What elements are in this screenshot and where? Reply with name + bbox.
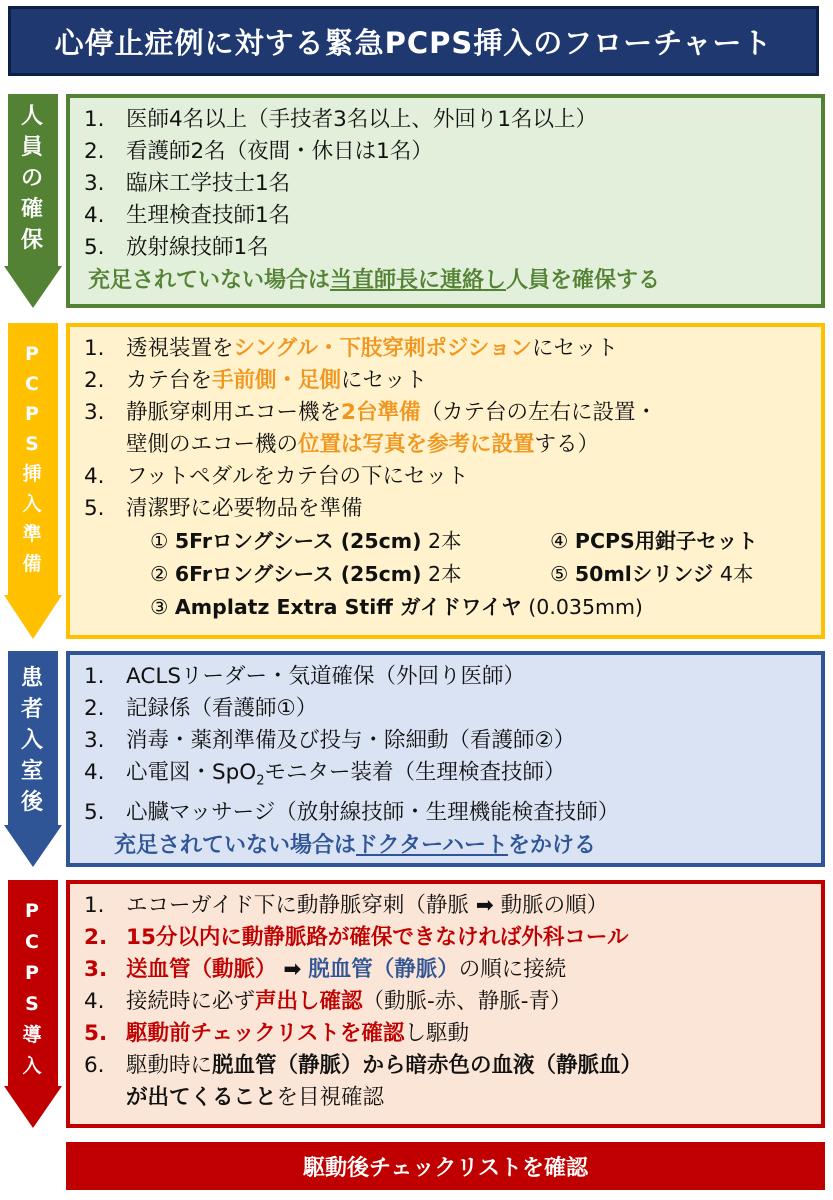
list-item: 2. 看護師2名（夜間・休日は1名） bbox=[84, 139, 433, 164]
list-item: 1. エコーガイド下に動静脈穿刺（静脈 ➡ 動脈の順） bbox=[84, 893, 609, 918]
section-box-introduction bbox=[66, 880, 825, 1128]
list-item: 3. 送血管（動脈） ➡ 脱血管（静脈）の順に接続 bbox=[84, 957, 567, 982]
list-item-continued: が出てくることを目視確認 bbox=[126, 1085, 385, 1110]
supply-row: ② 6Frロングシース (25cm) 2本 ⑤ 50mlシリンジ 4本 bbox=[150, 562, 754, 586]
section-label-after-entry: 患 者 入 室 後 bbox=[20, 666, 43, 815]
section-label-staffing: 人 員 の 確 保 bbox=[20, 104, 43, 253]
list-item: 4. フットペダルをカテ台の下にセット bbox=[84, 464, 469, 489]
list-item: 5. 駆動前チェックリストを確認し駆動 bbox=[84, 1021, 469, 1046]
supply-row: ③ Amplatz Extra Stiff ガイドワイヤ (0.035mm) bbox=[150, 595, 643, 619]
list-item: 4. 生理検査技師1名 bbox=[84, 203, 291, 228]
list-item: 1. ACLSリーダー・気道確保（外回り医師） bbox=[84, 664, 525, 689]
list-item: 4. 心電図・SpO$_2$モニター装着（生理検査技師） bbox=[84, 760, 566, 789]
right-arrow-icon: ➡ bbox=[475, 893, 494, 918]
list-item: 3. 静脈穿刺用エコー機を2台準備（カテ台の左右に設置・ bbox=[84, 400, 657, 425]
list-item-continued: 壁側のエコー機の位置は写真を参考に設置する） bbox=[126, 432, 600, 457]
list-item: 3. 消毒・薬剤準備及び投与・除細動（看護師②） bbox=[84, 728, 576, 753]
list-item: 5. 心臓マッサージ（放射線技師・生理機能検査技師） bbox=[84, 800, 620, 826]
section-box-preparation bbox=[66, 323, 825, 639]
staffing-summary: 充足されていない場合は当直師長に連絡し人員を確保する bbox=[88, 268, 661, 293]
list-item: 4. 接続時に必ず声出し確認（動脈-赤、静脈-青） bbox=[84, 989, 572, 1014]
section-label-introduction: P C P S 導 入 bbox=[22, 900, 42, 1077]
right-arrow-icon: ➡ bbox=[283, 957, 302, 982]
list-item: 5. 放射線技師1名 bbox=[84, 235, 269, 260]
supply-row: ① 5Frロングシース (25cm) 2本 ④ PCPS用鉗子セット bbox=[150, 529, 758, 553]
list-item: 2. 15分以内に動静脈路が確保できなければ外科コール bbox=[84, 925, 629, 950]
list-item: 2. 記録係（看護師①） bbox=[84, 696, 318, 721]
list-item: 5. 清潔野に必要物品を準備 bbox=[84, 496, 363, 521]
list-item: 2. カテ台を手前側・足側にセット bbox=[84, 368, 428, 393]
list-item: 1. 透視装置をシングル・下肢穿刺ポジションにセット bbox=[84, 336, 618, 361]
footer-banner: 駆動後チェックリストを確認 bbox=[66, 1142, 825, 1190]
section-box-staffing bbox=[66, 94, 825, 308]
after-entry-summary: 充足されていない場合はドクターハートをかける bbox=[114, 833, 597, 859]
list-item: 1. 医師4名以上（手技者3名以上、外回り1名以上） bbox=[84, 107, 598, 132]
list-item: 6. 駆動時に脱血管（静脈）から暗赤色の血液（静脈血） bbox=[84, 1053, 643, 1078]
page-title: 心停止症例に対する緊急PCPS挿入のフローチャート bbox=[8, 6, 819, 76]
list-item: 3. 臨床工学技士1名 bbox=[84, 171, 291, 196]
section-label-preparation: P C P S 挿 入 準 備 bbox=[22, 343, 42, 575]
section-box-after-entry bbox=[66, 651, 825, 867]
